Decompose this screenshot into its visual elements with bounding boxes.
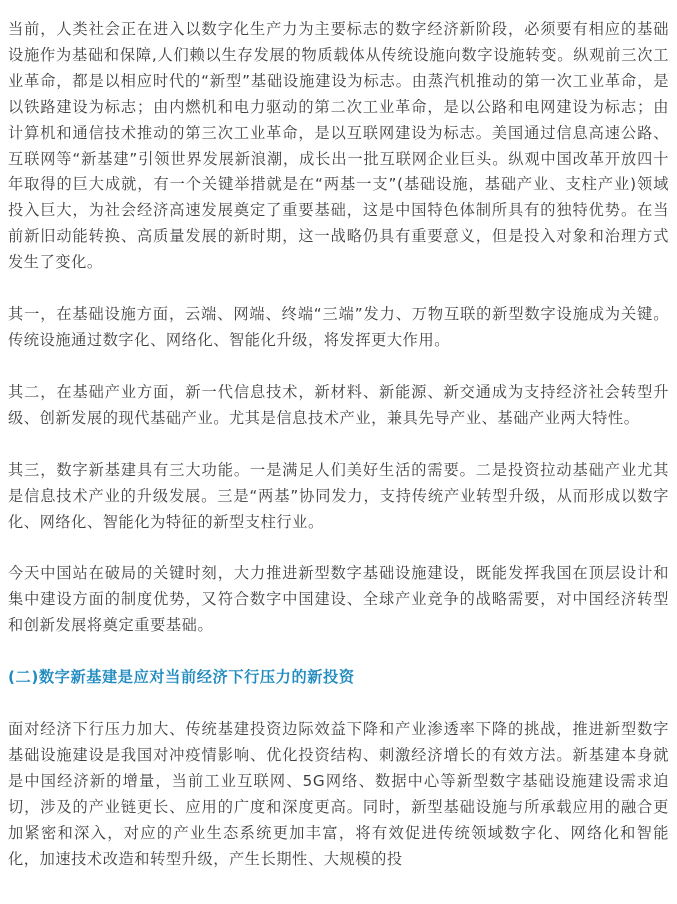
paragraph-first-point: 其一，在基础设施方面，云端、网端、终端“三端”发力、万物互联的新型数字设施成为关键。传统设施通过数字化、网络化、智能化升级，将发挥更大作用。: [8, 305, 669, 349]
paragraph-spacer: [8, 354, 669, 380]
paragraph-spacer: [8, 535, 669, 561]
paragraph-third-point: 其三，数字新基建具有三大功能。一是满足人们美好生活的需要。二是投资拉动基础产业尤其是信息技术产业的升级发展。三是“两基”协同发力，支持传统产业转型升级，从而形成以数字化、网络化、智能化为特征的新型支柱行业。: [8, 460, 669, 531]
paragraph-investment-pressure: 面对经济下行压力加大、传统基建投资边际效益下降和产业渗透率下降的挑战，推进新型数字基础设施建设是我国对冲疫情影响、优化投资结构、刺激经济增长的有效方法。新基建本身就是中国经济新的增量，当前工业互联网、5G网络、数据中心等新型数字基础设施建设需求迫切，涉及的产业链更长、应用的广度和深度更高。同时，新型基础设施与所承载应用的融合更加紧密和深入，对应的产业生态系统更加丰富，将有效促进传统领域数字化、网络化和智能化，加速技术改造和转型升级，产生长期性、大规模的投: [8, 720, 669, 868]
article-body: [8, 17, 669, 872]
paragraph-spacer: [8, 432, 669, 458]
paragraph-today: 今天中国站在破局的关键时刻，大力推进新型数字基础设施建设，既能发挥我国在顶层设计和集中建设方面的制度优势，又符合数字中国建设、全球产业竞争的战略需要，对中国经济转型和创新发展将奠定重要基础。: [8, 564, 669, 635]
paragraph-spacer: [8, 691, 669, 717]
paragraph-second-point: 其二，在基础产业方面，新一代信息技术，新材料、新能源、新交通成为支持经济社会转型升级、创新发展的现代基础产业。尤其是信息技术产业，兼具先导产业、基础产业两大特性。: [8, 382, 669, 427]
paragraph-spacer: [8, 276, 669, 302]
section-heading: (二)数字新基建是应对当前经济下行压力的新投资: [8, 668, 355, 687]
paragraph-spacer: [8, 639, 669, 665]
paragraph-intro: 当前，人类社会正在进入以数字化生产力为主要标志的数字经济新阶段，必须要有相应的基础设施作为基础和保障,人们赖以生存发展的物质载体从传统设施向数字设施转变。纵观前三次工业革命，都是以相应时代的“新型”基础设施建设为标志。由蒸汽机推动的第一次工业革命，是以铁路建设为标志；由内燃机和电力驱动的第二次工业革命，是以公路和电网建设为标志；由计算机和通信技术推动的第三次工业革命，是以互联网建设为标志。美国通过信息高速公路、互联网等“新基建”引领世界发展新浪潮，成长出一批互联网企业巨头。纵观中国改革开放四十年取得的巨大成就，有一个关键举措就是在“两基一支”(基础设施，基础产业、支柱产业)领域投入巨大，为社会经济高速发展奠定了重要基础，这是中国特色体制所具有的独特优势。在当前新旧动能转换、高质量发展的新时期，这一战略仍具有重要意义，但是投入对象和治理方式发生了变化。: [8, 20, 669, 272]
